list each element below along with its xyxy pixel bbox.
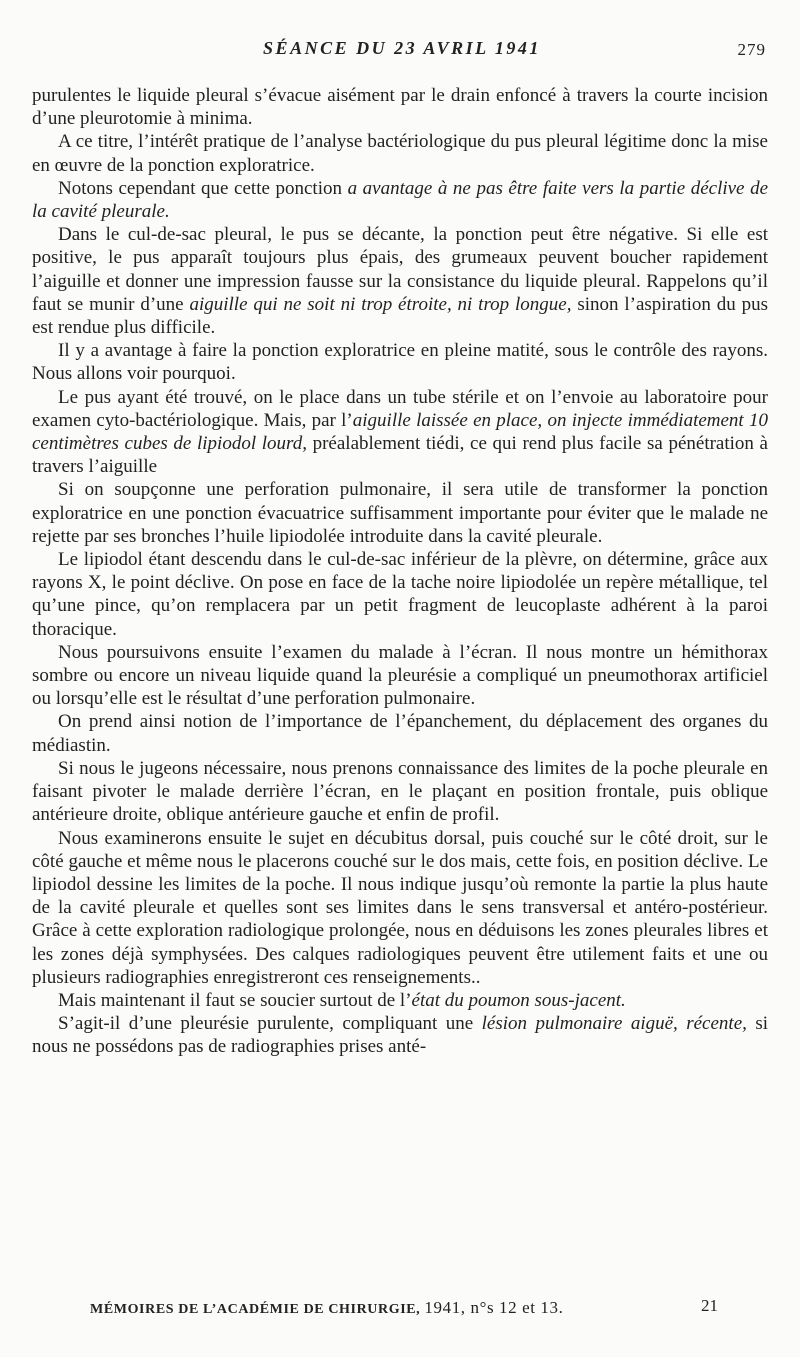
text-run: si nous ne possédons pas de radiographies prises anté- bbox=[32, 1013, 768, 1058]
signature-mark: 21 bbox=[701, 1296, 718, 1315]
paragraph bbox=[32, 130, 768, 176]
text-run: préalablement tiédi, ce qui rend plus facile sa pénétration à travers l’aiguille bbox=[32, 433, 768, 478]
text-run: Si on soupçonne une perforation pulmonaire, il sera utile de transformer la ponction exploratrice en une ponction évacuatrice suffisamment importante pour éviter que le malade ne rejette par ses bronches l’huile lipiodolée introduite dans la cavité pleurale. bbox=[32, 479, 768, 547]
italic-run: lésion pulmonaire aiguë, récente, bbox=[481, 1013, 747, 1035]
text-run: Dans le cul-de-sac pleural, le pus se décante, la ponction peut être négative. Si elle est positive, le pus apparaît toujours plus épais, des grumeaux peuvent boucher rapidement l’aiguille et donner une impression fausse sur la consistance du liquide pleural. Rappelons qu’il faut se munir d’une bbox=[32, 224, 768, 315]
running-head bbox=[32, 38, 772, 64]
paragraph bbox=[32, 177, 768, 223]
text-run: Notons cependant que cette ponction bbox=[58, 177, 348, 199]
italic-run: aiguille laissée en place, on injecte immédiatement 10 centimètres cubes de lipiodol lourd, bbox=[32, 409, 768, 455]
paragraph bbox=[32, 386, 768, 479]
text-run: Le lipiodol étant descendu dans le cul-de-sac inférieur de la plèvre, on détermine, grâce aux rayons X, le point déclive. On pose en face de la tache noire lipiodolée un repère métallique, tel qu’une pince, qu’on remplacera par un petit fragment de leucoplaste adhérent à la paroi thoracique. bbox=[32, 549, 768, 640]
text-run: Mais maintenant il faut se soucier surtout de l’ bbox=[58, 989, 412, 1011]
paragraph bbox=[32, 1012, 768, 1058]
text-run: Si nous le jugeons nécessaire, nous prenons connaissance des limites de la poche pleurale en faisant pivoter le malade derrière l’écran, en le plaçant en position frontale, puis oblique antérieure droite, oblique antérieure gauche et enfin de profil. bbox=[32, 757, 768, 826]
text-run: Il y a avantage à faire la ponction exploratrice en pleine matité, sous le contrôle des rayons. Nous allons voir pourquoi. bbox=[32, 340, 768, 385]
italic-run: a avantage à ne pas être faite vers la partie déclive de la cavité pleurale. bbox=[32, 177, 768, 223]
italic-run: aiguille qui ne soit ni trop étroite, ni trop longue, bbox=[189, 293, 572, 315]
paragraph bbox=[32, 339, 768, 385]
text-run: S’agit-il d’une pleurésie purulente, compliquant une bbox=[58, 1013, 482, 1035]
journal-issue: 1941, n°s 12 et 13. bbox=[424, 1298, 564, 1317]
paragraph bbox=[32, 757, 768, 827]
page-footer bbox=[32, 1298, 772, 1322]
paragraph bbox=[32, 84, 768, 130]
text-run: Nous poursuivons ensuite l’examen du malade à l’écran. Il nous montre un hémithorax sombre ou encore un niveau liquide quand la pleurésie a compliqué un pneumothorax artificiel ou lorsqu’elle est le résultat d’une perforation pulmonaire. bbox=[32, 641, 768, 710]
text-run: purulentes le liquide pleural s’évacue aisément par le drain enfoncé à travers la courte incision d’une pleurotomie à minima. bbox=[32, 85, 768, 130]
paragraph bbox=[32, 710, 768, 756]
paragraph bbox=[32, 223, 768, 339]
text-run: Nous examinerons ensuite le sujet en décubitus dorsal, puis couché sur le côté droit, sur le côté gauche et même nous le placerons couché sur le dos mais, cette fois, en position déclive. Le lipiodol dessine les limites de la poche. Il nous indique jusqu’où remonte la partie la plus haute de la cavité pleurale et quelles sont ses limites dans le sens transversal et antéro-postérieur. Grâce à cette exploration radiologique prolongée, nous en déduisons les zones pleurales libres et les zones déjà symphysées. Des calques radiologiques peuvent être utilement faits et une ou plusieurs radiographies enregistreront ces renseignements.. bbox=[32, 827, 768, 988]
journal-citation bbox=[90, 1298, 563, 1318]
italic-run: état du poumon sous-jacent. bbox=[411, 989, 626, 1011]
text-run: A ce titre, l’intérêt pratique de l’analyse bactériologique du pus pleural légitime donc la mise en œuvre de la ponction exploratrice. bbox=[32, 131, 768, 176]
page-number: 279 bbox=[737, 40, 766, 59]
paragraph bbox=[32, 478, 768, 548]
journal-name: MÉMOIRES DE L’ACADÉMIE DE CHIRURGIE, bbox=[90, 1302, 425, 1317]
text-run: sinon l’aspiration du pus est rendue plus difficile. bbox=[32, 293, 769, 339]
paragraph bbox=[32, 548, 768, 641]
running-title: SÉANCE DU 23 AVRIL 1941 bbox=[263, 38, 541, 58]
body-text bbox=[32, 84, 768, 1059]
paragraph bbox=[32, 989, 768, 1012]
text-run: Le pus ayant été trouvé, on le place dans un tube stérile et on l’envoie au laboratoire pour examen cyto-bactériologique. Mais, par l’ bbox=[32, 386, 768, 431]
paragraph bbox=[32, 827, 768, 989]
text-run: On prend ainsi notion de l’importance de l’épanchement, du déplacement des organes du médiastin. bbox=[32, 711, 768, 756]
paragraph bbox=[32, 641, 768, 711]
